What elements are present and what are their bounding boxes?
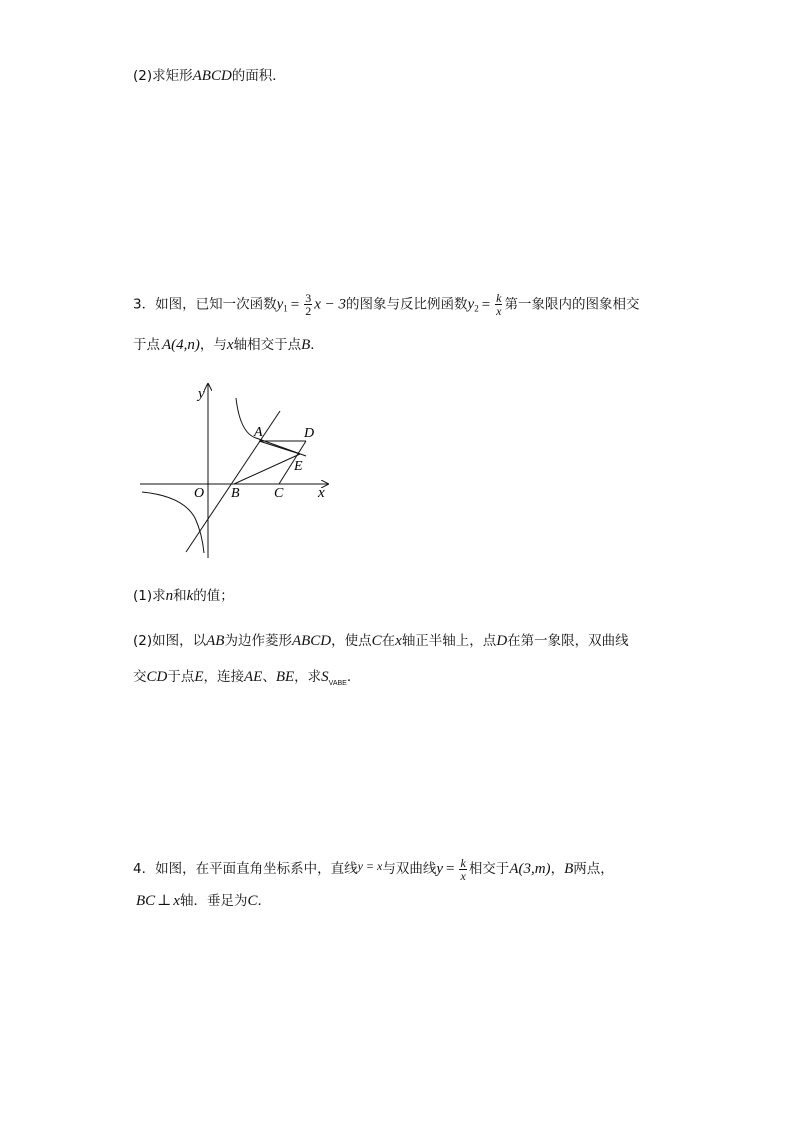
q3-part2-c: C xyxy=(371,633,382,649)
q3-part2-ab: AB xyxy=(206,633,225,649)
q2-part2-text xyxy=(133,66,286,86)
q3-fraction xyxy=(304,292,312,317)
label-e: E xyxy=(294,459,303,474)
q2-part2-suffix: 的面积． xyxy=(231,68,286,84)
q3-part2b-end: ． xyxy=(346,669,361,685)
q3-point-b: B xyxy=(301,337,311,353)
q3-part2b-ae: AE xyxy=(244,669,263,685)
q3-coord: (4,n) xyxy=(171,337,200,353)
q3-frac-num: 3 xyxy=(305,291,312,305)
q3-part2b-e: E xyxy=(194,669,204,685)
label-d: D xyxy=(304,426,315,441)
q4-line2-end: ． xyxy=(257,893,271,909)
q3-tail: 第一象限内的图象相交 xyxy=(504,296,640,313)
q3-line2-mid: ，与 xyxy=(199,337,227,353)
label-b: B xyxy=(231,486,240,501)
q4-line2 xyxy=(136,891,271,911)
q3-part2-x: x xyxy=(395,633,402,649)
q3-line2-pre: 于点 xyxy=(133,337,160,353)
q4-intro: 4．如图，在平面直角坐标系中，直线 xyxy=(133,861,358,877)
q3-x: x xyxy=(496,304,502,318)
q3-part2b-pre: 交 xyxy=(133,669,147,685)
q3-mid: 的图象与反比例函数 xyxy=(346,296,468,313)
q3-line2-end: 轴相交于点 xyxy=(233,337,302,353)
q3-part2-d: D xyxy=(496,633,508,649)
q4-bc: BC xyxy=(136,893,156,909)
label-o: O xyxy=(194,486,205,501)
segment-be xyxy=(234,454,300,484)
q3-line2 xyxy=(133,335,324,355)
q3-point-a: A xyxy=(162,337,172,353)
q4-line2-t1: 轴．垂足为 xyxy=(179,893,248,909)
q3-part1-k: k xyxy=(186,588,194,604)
q3-part1-mid: 和 xyxy=(173,588,187,604)
q4-x: x xyxy=(460,868,466,883)
linear-line xyxy=(186,411,280,552)
q4-k: k xyxy=(460,855,466,870)
q3-eq: = xyxy=(290,296,300,313)
q3-part1-n: n xyxy=(165,588,174,604)
q4-perp: ⊥ xyxy=(157,893,172,909)
q3-part2b-s: S xyxy=(321,669,329,685)
q3-part2-line1 xyxy=(133,631,629,651)
q3-part2b-sep: 、 xyxy=(262,669,276,685)
q3-part2-line2 xyxy=(133,667,360,694)
q3-part2b-sub: VABE xyxy=(328,680,347,687)
q4-t1: 与双曲线 xyxy=(382,861,437,877)
q3-part2b-t1: 于点 xyxy=(167,669,195,685)
q3-y2-sub: 2 xyxy=(474,303,479,314)
q3-part2b-t2: ，连接 xyxy=(203,669,245,685)
q4-line-eq: y = x xyxy=(357,859,383,873)
q3-frac-den: 2 xyxy=(305,304,312,318)
q3-part2-pre: (2)如图，以 xyxy=(133,633,207,649)
q3-y1-sub: 1 xyxy=(283,303,288,314)
label-x: x xyxy=(318,485,325,501)
q3-part2-t5: 在第一象限，双曲线 xyxy=(507,633,629,649)
q4-a: A xyxy=(509,861,519,877)
q4-y: y xyxy=(436,861,444,877)
q3-kx-fraction xyxy=(495,292,502,317)
q2-part2-prefix: (2)求矩形 xyxy=(133,68,193,84)
q3-k: k xyxy=(496,291,502,305)
q3-figure xyxy=(128,378,338,563)
hyperbola-third-quadrant xyxy=(142,492,204,553)
q3-part1 xyxy=(133,586,234,606)
q3-part2-t1: 为边作菱形 xyxy=(224,633,292,649)
q4-t4: 两点， xyxy=(573,861,614,877)
q4-coord: (3,m) xyxy=(518,861,551,877)
q4-t2: 相交于 xyxy=(468,861,510,877)
q4-x-axis: x xyxy=(173,893,180,909)
label-y: y xyxy=(198,386,205,402)
label-a: A xyxy=(254,425,263,440)
q3-x-minus: x − 3 xyxy=(314,296,347,313)
q2-rect-name: ABCD xyxy=(192,68,232,84)
q4-b: B xyxy=(564,861,574,877)
q3-part2b-be: BE xyxy=(275,669,295,685)
q3-eq2: = xyxy=(481,296,491,313)
q3-x-axis: x xyxy=(226,337,234,353)
q4-eq: = xyxy=(446,861,455,877)
hyperbola-first-quadrant xyxy=(236,398,306,456)
q3-part2-abcd: ABCD xyxy=(291,633,332,649)
q4-line1 xyxy=(133,856,614,882)
segment-ae xyxy=(259,441,300,454)
q3-part1-pre: (1)求 xyxy=(133,588,166,604)
q3-period: ． xyxy=(310,337,324,353)
q3-part2-t3: 在 xyxy=(381,633,396,649)
q3-y1: y xyxy=(276,296,284,313)
q3-part1-end: 的值； xyxy=(193,588,234,604)
q4-t3: ， xyxy=(550,861,565,877)
q4-kx-fraction xyxy=(459,857,466,882)
q3-y2: y xyxy=(467,296,475,313)
q3-intro: 3．如图，已知一次函数 xyxy=(133,296,277,313)
q4-c: C xyxy=(247,893,258,909)
q3-line1 xyxy=(133,292,639,319)
q3-part2-t2: ，使点 xyxy=(331,633,372,649)
label-c: C xyxy=(274,486,284,501)
q3-part2b-t3: ，求 xyxy=(294,669,322,685)
q3-part2b-cd: CD xyxy=(146,669,168,685)
q3-part2-t4: 轴正半轴上，点 xyxy=(401,633,497,649)
